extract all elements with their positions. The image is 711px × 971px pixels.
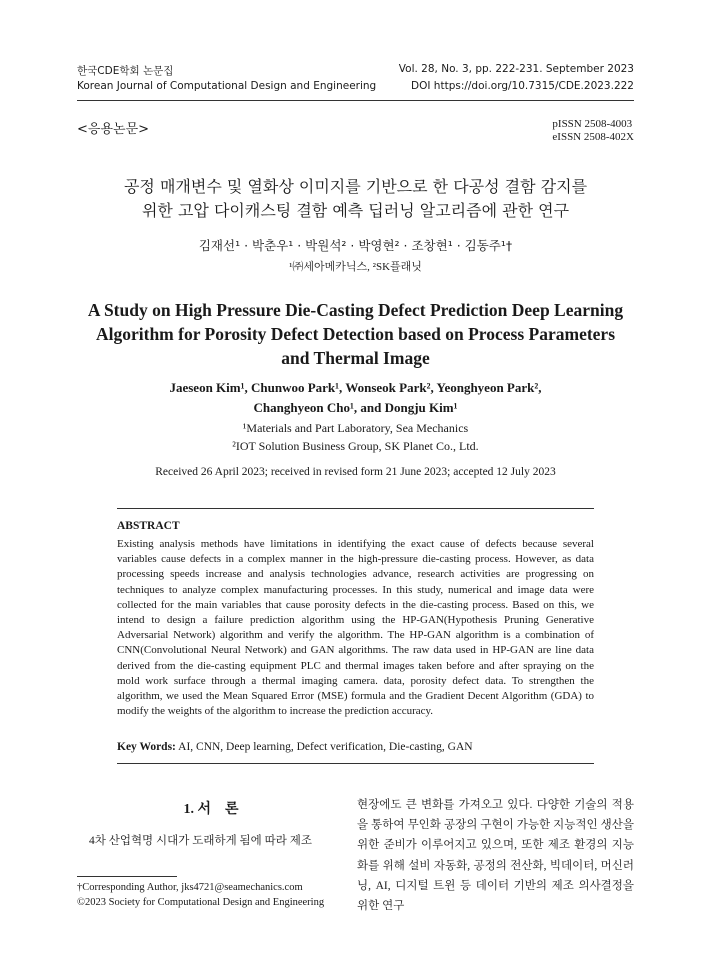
intro-paragraph-left: 4차 산업혁명 시대가 도래하게 됨에 따라 제조	[89, 835, 312, 847]
abstract-bottom-rule	[117, 763, 594, 764]
volume-info: Vol. 28, No. 3, pp. 222-231. September 2023	[398, 63, 634, 75]
journal-name-english: Korean Journal of Computational Design and Engineering	[77, 80, 377, 92]
abstract-heading: ABSTRACT	[117, 520, 180, 532]
copyright-notice: ©2023 Society for Computational Design and Engineering	[77, 897, 325, 908]
korean-title-line2: 위한 고압 다이캐스팅 결함 예측 딥러닝 알고리즘에 관한 연구	[141, 201, 570, 220]
korean-affiliation: ¹㈜세아메카닉스, ²SK플래닛	[289, 261, 422, 273]
issn-block	[552, 118, 634, 144]
english-title-line3: and Thermal Image	[281, 348, 430, 368]
section-heading-introduction: 1. 서 론	[183, 802, 239, 817]
abstract-text: Existing analysis methods have limitations in identifying the exact cause of defects because several variables cause defects in a complex manner in the high-pressure die-casting process. However, as data processing speeds increase and analysis technologies advance, research activities are progressing on techniques to analyze complex manufacturing processes. In this study, numerical and image data were collected for the main variables that cause porosity defects in the die-casting process. Based on this, we intend to design a failure prediction algorithm using the HP-GAN(Hypothesis Pruning Generative Adversarial Network) algorithm and verify the algorithm. The HP-GAN algorithm is a combination of CNN(Convolutional Neural Network) and GAN algorithms. The raw data used in HP-GAN are line data derived from the die-casting equipment PLC and thermal images taken before and after spraying on the mold work surface through a thermal imaging camera. data, porosity defect data. To strengthen the algorithm, we used the Mean Squared Error (MSE) formula and the Gradient Decent Algorithm (GDA) to modify the weights of the algorithm to increase the prediction accuracy.	[117, 538, 594, 718]
english-affiliation1: ¹Materials and Part Laboratory, Sea Mechanics	[242, 421, 469, 435]
english-affiliation2: ²IOT Solution Business Group, SK Planet Co., Ltd.	[232, 439, 479, 453]
journal-name-korean: 한국CDE학회 논문집	[77, 65, 174, 77]
english-authors-line2: Changhyeon Cho¹, and Dongju Kim¹	[253, 400, 458, 415]
keywords	[117, 741, 594, 753]
keywords-list: AI, CNN, Deep learning, Defect verification, Die-casting, GAN	[178, 741, 473, 753]
intro-paragraph-right: 현장에도 큰 변화를 가져오고 있다. 다양한 기술의 적용을 통하여 무인화 공장의 구현이 가능한 지능적인 생산을 위한 준비가 이루어지고 있으며, 또한 제조 환경의 지능화를 위해 설비 자동화, 공정의 전산화, 빅데이터, 머신러닝, AI, 디지털 트윈 등 데이터 기반의 제조 의사결정을 위한 연구	[357, 799, 634, 913]
pissn: pISSN 2508-4003	[552, 118, 633, 130]
header-divider	[77, 100, 634, 101]
english-title-line2: Algorithm for Porosity Defect Detection based on Process Parameters	[95, 324, 616, 344]
english-authors-line1: Jaeseon Kim¹, Chunwoo Park¹, Wonseok Park², Yeonghyeon Park²,	[169, 380, 542, 395]
footnote-rule	[77, 876, 177, 877]
abstract-top-rule	[117, 508, 594, 509]
doi-link[interactable]: DOI https://doi.org/10.7315/CDE.2023.222	[411, 80, 634, 92]
korean-title-line1: 공정 매개변수 및 열화상 이미지를 기반으로 한 다공성 결함 감지를	[123, 177, 588, 196]
footnote	[77, 880, 357, 910]
korean-authors: 김재선¹ · 박춘우¹ · 박원석² · 박영현² · 조창현¹ · 김동주¹†	[198, 238, 513, 253]
english-affiliations	[60, 419, 651, 455]
korean-title	[60, 175, 651, 223]
corresponding-author: †Corresponding Author, jks4721@seamechanics.com	[77, 882, 303, 893]
keywords-label: Key Words:	[117, 741, 176, 753]
received-dates: Received 26 April 2023; received in revised form 21 June 2023; accepted 12 July 2023	[155, 466, 556, 478]
english-authors	[60, 378, 651, 418]
english-title-line1: A Study on High Pressure Die-Casting Defect Prediction Deep Learning	[87, 300, 624, 320]
article-type: <응용논문>	[77, 122, 150, 137]
english-title	[60, 298, 651, 370]
eissn: eISSN 2508-402X	[552, 131, 634, 143]
